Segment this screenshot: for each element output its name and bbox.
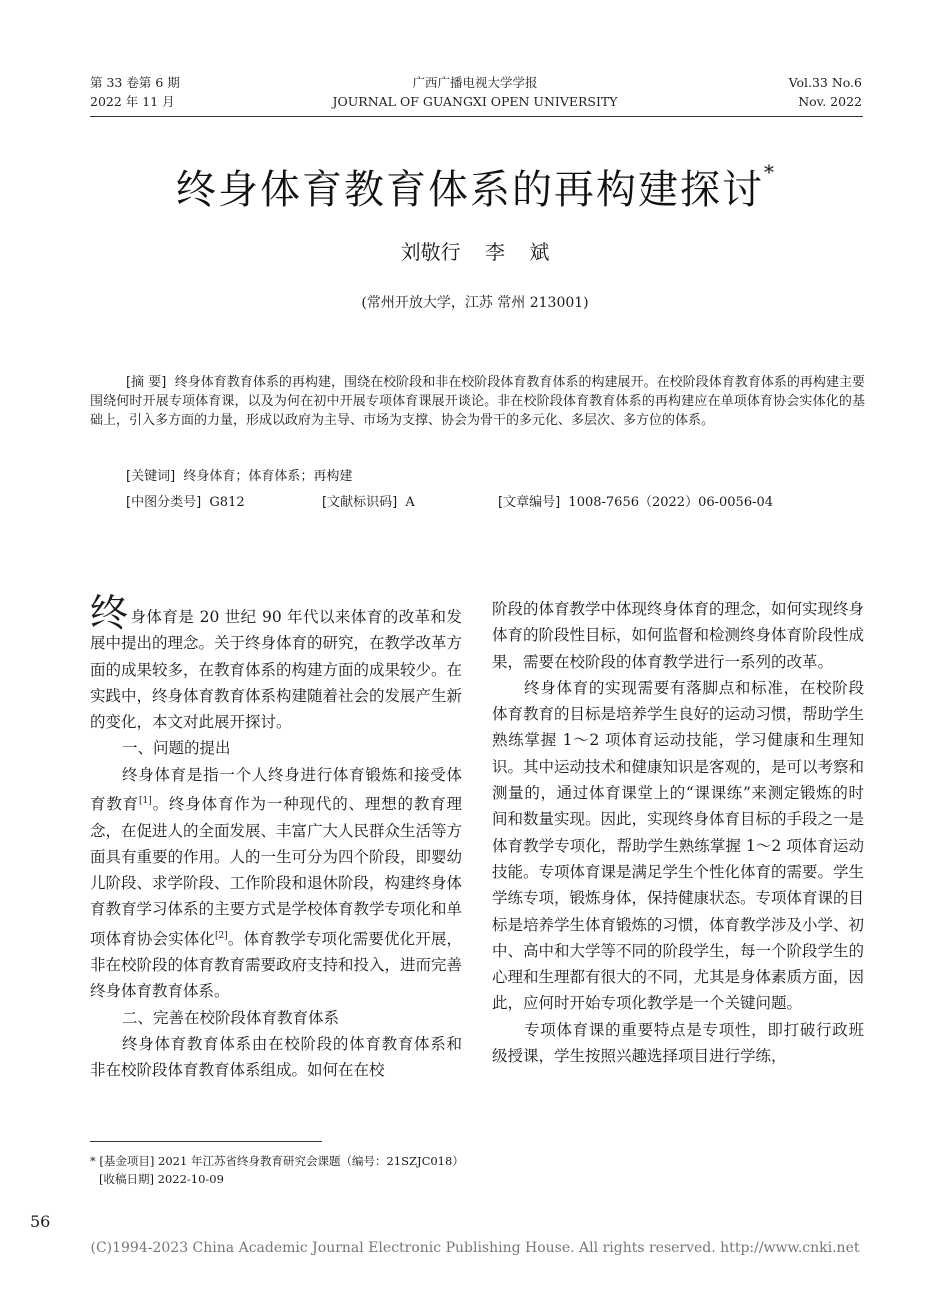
paragraph — [90, 762, 462, 1005]
classification-row — [126, 493, 866, 512]
title-footnote-mark[interactable]: * — [764, 160, 774, 184]
date-en: Nov. 2022 — [798, 94, 862, 109]
keywords-label: [关键词] — [126, 469, 176, 484]
received-date: [收稿日期] 2022-10-09 — [99, 1172, 224, 1186]
footnote-divider — [90, 1141, 322, 1142]
paragraph-text: 。终身体育作为一种现代的、理想的教育理念，在促进人的全面发展、丰富广大人民群众生活等方面具有重要的作用。人的一生可分为四个阶段，即婴幼儿阶段、求学阶段、工作阶段和退休阶段，构建终身体育教育学习体系的主要方式是学校体育教学专项化和单项体育协会实体化 — [90, 795, 463, 948]
intro-text: 身体育是 20 世纪 90 年代以来体育的改革和发展中提出的理念。关于终身体育的研究，在教学改革方面的成果较多，在教育体系的构建方面的成果较少。在实践中，终身体育教育体系构建随着社会的发展产生新的变化，本文对此展开探讨。 — [90, 608, 463, 732]
header-divider — [90, 116, 863, 117]
affiliation: (常州开放大学，江苏 常州 213001) — [361, 295, 589, 311]
keywords — [126, 467, 352, 486]
paragraph: 专项体育课的重要特点是专项性，即打破行政班级授课，学生按照兴趣选择项目进行学练， — [492, 1020, 864, 1066]
drop-cap: 终 — [90, 591, 129, 635]
journal-name-en: JOURNAL OF GUANGXI OPEN UNIVERSITY — [332, 94, 618, 109]
paragraph-text: 终身体育是指一个人终身进行体育锻炼和接受体育教育 — [90, 765, 462, 814]
citation-ref[interactable]: [2] — [214, 930, 228, 941]
paragraph: 终身体育的实现需要有落脚点和标准，在校阶段体育教育的目标是培养学生良好的运动习惯，帮助学生熟练掌握 1～2 项体育运动技能，学习健康和生理知识。其中运动技术和健康知识是客观的，是可以考察和测量的，通过体育课堂上的“课课练”来测定锻炼的时间和数量实现。因此，实现终身体育目标的手段之一是体育教学专项化，帮助学生熟练掌握 1～2 项体育运动技能。专项体育课是满足学生个性化体育的需要。学生学练专项，锻炼身体，保持健康状态。专项体育课的目标是培养学生体育锻炼的习惯，体育教学涉及小学、初中、高中和大学等不同的阶段学生，每一个阶段学生的心理和生理都有很大的不同，尤其是身体素质方面，因此，应何时开始专项化教学是一个关键问题。 — [492, 678, 865, 1013]
doc-label: [文献标识码] — [322, 495, 398, 510]
page-number: 56 — [30, 1212, 51, 1231]
clc-value: G812 — [209, 495, 245, 510]
body-right-column — [492, 596, 864, 1069]
article-number — [498, 493, 773, 512]
issue-date: 2022 年 11 月 — [90, 94, 175, 109]
section-heading-1: 一、问题的提出 — [122, 739, 231, 758]
keywords-text: 终身体育；体育体系；再构建 — [183, 469, 353, 484]
title-text: 终身体育教育体系的再构建探讨 — [176, 167, 764, 213]
paragraph: 阶段的体育教学中体现终身体育的理念，如何实现终身体育的阶段性目标，如何监督和检测终身体育阶段性成果，需要在校阶段的体育教学进行一系列的改革。 — [492, 600, 865, 671]
volume-info — [789, 73, 862, 111]
abstract-text: 终身体育教育体系的再构建，围绕在校阶段和非在校阶段体育教育体系的构建展开。在校阶段体育教育体系的再构建主要围绕何时开展专项体育课，以及为何在初中开展专项体育课展开谈论。非在校阶段体育教育体系的再构建应在单项体育协会实体化的基础上，引入多方面的力量，形成以政府为主导、市场为支撑、协会为骨干的多元化、多层次、多方位的体系。 — [90, 375, 866, 429]
doc-code — [322, 493, 415, 512]
clc-label: [中图分类号] — [126, 495, 202, 510]
citation-ref[interactable]: [1] — [139, 796, 152, 807]
authors: 刘敬行 李 斌 — [400, 240, 550, 264]
clc-code — [126, 493, 245, 512]
paragraph: 终身体育教育体系由在校阶段的体育教育体系和非在校阶段体育教育体系组成。如何在在校 — [90, 1035, 462, 1080]
doc-value: A — [405, 495, 415, 510]
section-heading-2: 二、完善在校阶段体育教育体系 — [122, 1008, 340, 1027]
article-number-value: 1008-7656（2022）06-0056-04 — [568, 495, 774, 510]
article-number-label: [文章编号] — [498, 495, 561, 510]
volume-en: Vol.33 No.6 — [788, 75, 862, 90]
body-left-column — [90, 591, 463, 1084]
footnote — [90, 1152, 464, 1188]
fund-note: * [基金项目] 2021 年江苏省终身教育研究会课题（编号：21SZJC018） — [90, 1154, 464, 1168]
paragraph-text: 。体育教学专项化需要优化开展，非在校阶段的体育教育需要政府支持和投入，进而完善终身体育教育体系。 — [90, 929, 463, 1001]
journal-name-cn: 广西广播电视大学学报 — [412, 75, 538, 90]
abstract — [90, 373, 865, 431]
copyright-notice: (C)1994-2023 China Academic Journal Electronic Publishing House. All rights reserved. http://www.cnki.net — [90, 1240, 860, 1256]
issue-line: 第 33 卷第 6 期 — [90, 75, 180, 90]
intro-paragraph — [90, 591, 463, 735]
abstract-label: [摘 要] — [126, 375, 167, 390]
article-title — [0, 158, 950, 215]
